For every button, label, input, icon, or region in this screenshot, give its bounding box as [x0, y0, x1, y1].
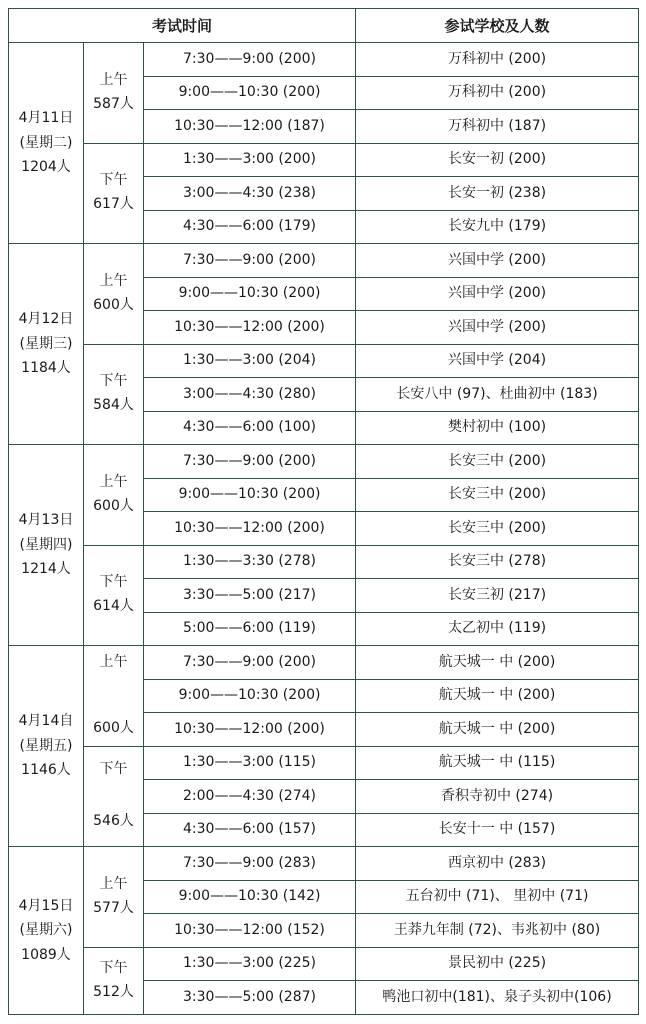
time-slot-cell: 10:30——12:00 (200) — [144, 512, 356, 546]
period-count: 512人 — [93, 983, 134, 1000]
time-slot-cell: 10:30——12:00 (200) — [144, 713, 356, 747]
day-cell — [9, 646, 84, 847]
time-slot-cell: 9:00——10:30 (200) — [144, 76, 356, 110]
school-cell: 长安三中 (278) — [356, 545, 639, 579]
day-date: 4月15日 — [18, 897, 74, 914]
school-cell: 长安三中 (200) — [356, 512, 639, 546]
period-count: 584人 — [93, 397, 134, 414]
time-slot-cell: 4:30——6:00 (157) — [144, 813, 356, 847]
time-slot-cell: 3:00——4:30 (238) — [144, 177, 356, 211]
table-row — [9, 43, 639, 77]
table-row — [9, 545, 639, 579]
time-slot-cell: 7:30——9:00 (200) — [144, 43, 356, 77]
period-name: 上午 — [99, 875, 128, 892]
school-cell: 兴国中学 (200) — [356, 244, 639, 278]
school-cell: 鸭池口初中(181)、泉子头初中(106) — [356, 981, 639, 1015]
school-column-header: 参试学校及人数 — [356, 9, 639, 43]
school-cell: 长安三中 (200) — [356, 445, 639, 479]
period-name: 上午 — [99, 653, 128, 670]
time-slot-cell: 3:30——5:00 (287) — [144, 981, 356, 1015]
time-slot-cell: 7:30——9:00 (200) — [144, 646, 356, 680]
period-cell — [84, 847, 144, 948]
period-count: 600人 — [93, 497, 134, 514]
period-name: 下午 — [99, 574, 128, 591]
school-cell: 王莽九年制 (72)、韦兆初中 (80) — [356, 914, 639, 948]
period-cell — [84, 746, 144, 847]
day-total: 1204人 — [21, 159, 71, 176]
time-slot-cell: 3:30——5:00 (217) — [144, 579, 356, 613]
time-slot-cell: 1:30——3:00 (225) — [144, 947, 356, 981]
day-cell — [9, 244, 84, 445]
time-slot-cell: 2:00——4:30 (274) — [144, 780, 356, 814]
period-count: 577人 — [93, 899, 134, 916]
school-cell: 兴国中学 (200) — [356, 277, 639, 311]
table-row — [9, 847, 639, 881]
school-cell: 航天城一 中 (115) — [356, 746, 639, 780]
table-row — [9, 947, 639, 981]
school-cell: 长安十一 中 (157) — [356, 813, 639, 847]
school-cell: 航天城一 中 (200) — [356, 713, 639, 747]
school-cell: 长安八中 (97)、杜曲初中 (183) — [356, 378, 639, 412]
school-cell: 五台初中 (71)、 里初中 (71) — [356, 880, 639, 914]
time-slot-cell: 4:30——6:00 (100) — [144, 411, 356, 445]
school-cell: 万科初中 (200) — [356, 43, 639, 77]
period-name: 下午 — [99, 172, 128, 189]
day-date: 4月11日 — [18, 110, 74, 127]
table-row — [9, 646, 639, 680]
period-cell — [84, 445, 144, 546]
day-weekday: (星期二) — [19, 134, 73, 151]
day-total: 1089人 — [21, 946, 71, 963]
school-cell: 兴国中学 (200) — [356, 311, 639, 345]
school-cell: 长安一初 (238) — [356, 177, 639, 211]
time-slot-cell: 1:30——3:30 (278) — [144, 545, 356, 579]
period-cell — [84, 43, 144, 144]
school-cell: 景民初中 (225) — [356, 947, 639, 981]
exam-schedule-table — [8, 8, 639, 1015]
time-column-header: 考试时间 — [9, 9, 356, 43]
header-row — [9, 9, 639, 43]
period-cell — [84, 344, 144, 445]
school-cell: 万科初中 (200) — [356, 76, 639, 110]
time-slot-cell: 9:00——10:30 (200) — [144, 478, 356, 512]
school-cell: 兴国中学 (204) — [356, 344, 639, 378]
day-date: 4月12日 — [18, 311, 74, 328]
period-cell — [84, 244, 144, 345]
day-cell — [9, 847, 84, 1015]
day-total: 1146人 — [21, 762, 71, 779]
school-cell: 长安三初 (217) — [356, 579, 639, 613]
period-name: 下午 — [99, 373, 128, 390]
time-slot-cell: 1:30——3:00 (204) — [144, 344, 356, 378]
day-weekday: (星期六) — [19, 922, 73, 938]
day-weekday: (星期三) — [19, 335, 73, 352]
school-cell: 西京初中 (283) — [356, 847, 639, 881]
period-cell — [84, 143, 144, 244]
school-cell: 长安三中 (200) — [356, 478, 639, 512]
time-slot-cell: 10:30——12:00 (152) — [144, 914, 356, 948]
time-slot-cell: 7:30——9:00 (283) — [144, 847, 356, 881]
table-row — [9, 143, 639, 177]
schedule-body — [9, 43, 639, 1015]
school-cell: 航天城一 中 (200) — [356, 679, 639, 713]
day-total: 1214人 — [21, 561, 71, 578]
period-name: 上午 — [99, 473, 128, 490]
school-cell: 长安九中 (179) — [356, 210, 639, 244]
time-slot-cell: 9:00——10:30 (200) — [144, 277, 356, 311]
day-date: 4月13日 — [18, 512, 74, 529]
period-cell — [84, 545, 144, 646]
day-total: 1184人 — [21, 360, 71, 377]
day-weekday: (星期五) — [19, 737, 73, 754]
school-cell: 香积寺初中 (274) — [356, 780, 639, 814]
day-cell — [9, 43, 84, 244]
time-slot-cell: 5:00——6:00 (119) — [144, 612, 356, 646]
period-cell — [84, 646, 144, 747]
school-cell: 长安一初 (200) — [356, 143, 639, 177]
period-count: 546人 — [93, 813, 134, 830]
school-cell: 樊村初中 (100) — [356, 411, 639, 445]
day-cell — [9, 445, 84, 646]
time-slot-cell: 1:30——3:00 (115) — [144, 746, 356, 780]
period-count: 587人 — [93, 95, 134, 112]
time-slot-cell: 4:30——6:00 (179) — [144, 210, 356, 244]
time-slot-cell: 1:30——3:00 (200) — [144, 143, 356, 177]
table-row — [9, 746, 639, 780]
time-slot-cell: 3:00——4:30 (280) — [144, 378, 356, 412]
time-slot-cell: 7:30——9:00 (200) — [144, 244, 356, 278]
period-cell — [84, 947, 144, 1014]
period-name: 上午 — [99, 71, 128, 88]
table-row — [9, 244, 639, 278]
time-slot-cell: 9:00——10:30 (142) — [144, 880, 356, 914]
time-slot-cell: 7:30——9:00 (200) — [144, 445, 356, 479]
table-row — [9, 445, 639, 479]
period-name: 上午 — [99, 272, 128, 289]
time-slot-cell: 10:30——12:00 (187) — [144, 110, 356, 144]
table-row — [9, 344, 639, 378]
time-slot-cell: 10:30——12:00 (200) — [144, 311, 356, 345]
time-slot-cell: 9:00——10:30 (200) — [144, 679, 356, 713]
period-count: 600人 — [93, 296, 134, 313]
school-cell: 太乙初中 (119) — [356, 612, 639, 646]
school-cell: 航天城一 中 (200) — [356, 646, 639, 680]
school-cell: 万科初中 (187) — [356, 110, 639, 144]
period-count: 614人 — [93, 598, 134, 615]
day-weekday: (星期四) — [19, 536, 73, 553]
period-count: 600人 — [93, 719, 134, 736]
period-count: 617人 — [93, 196, 134, 213]
day-date: 4月14自 — [18, 713, 74, 730]
period-name: 下午 — [99, 959, 128, 976]
period-name: 下午 — [99, 761, 128, 778]
